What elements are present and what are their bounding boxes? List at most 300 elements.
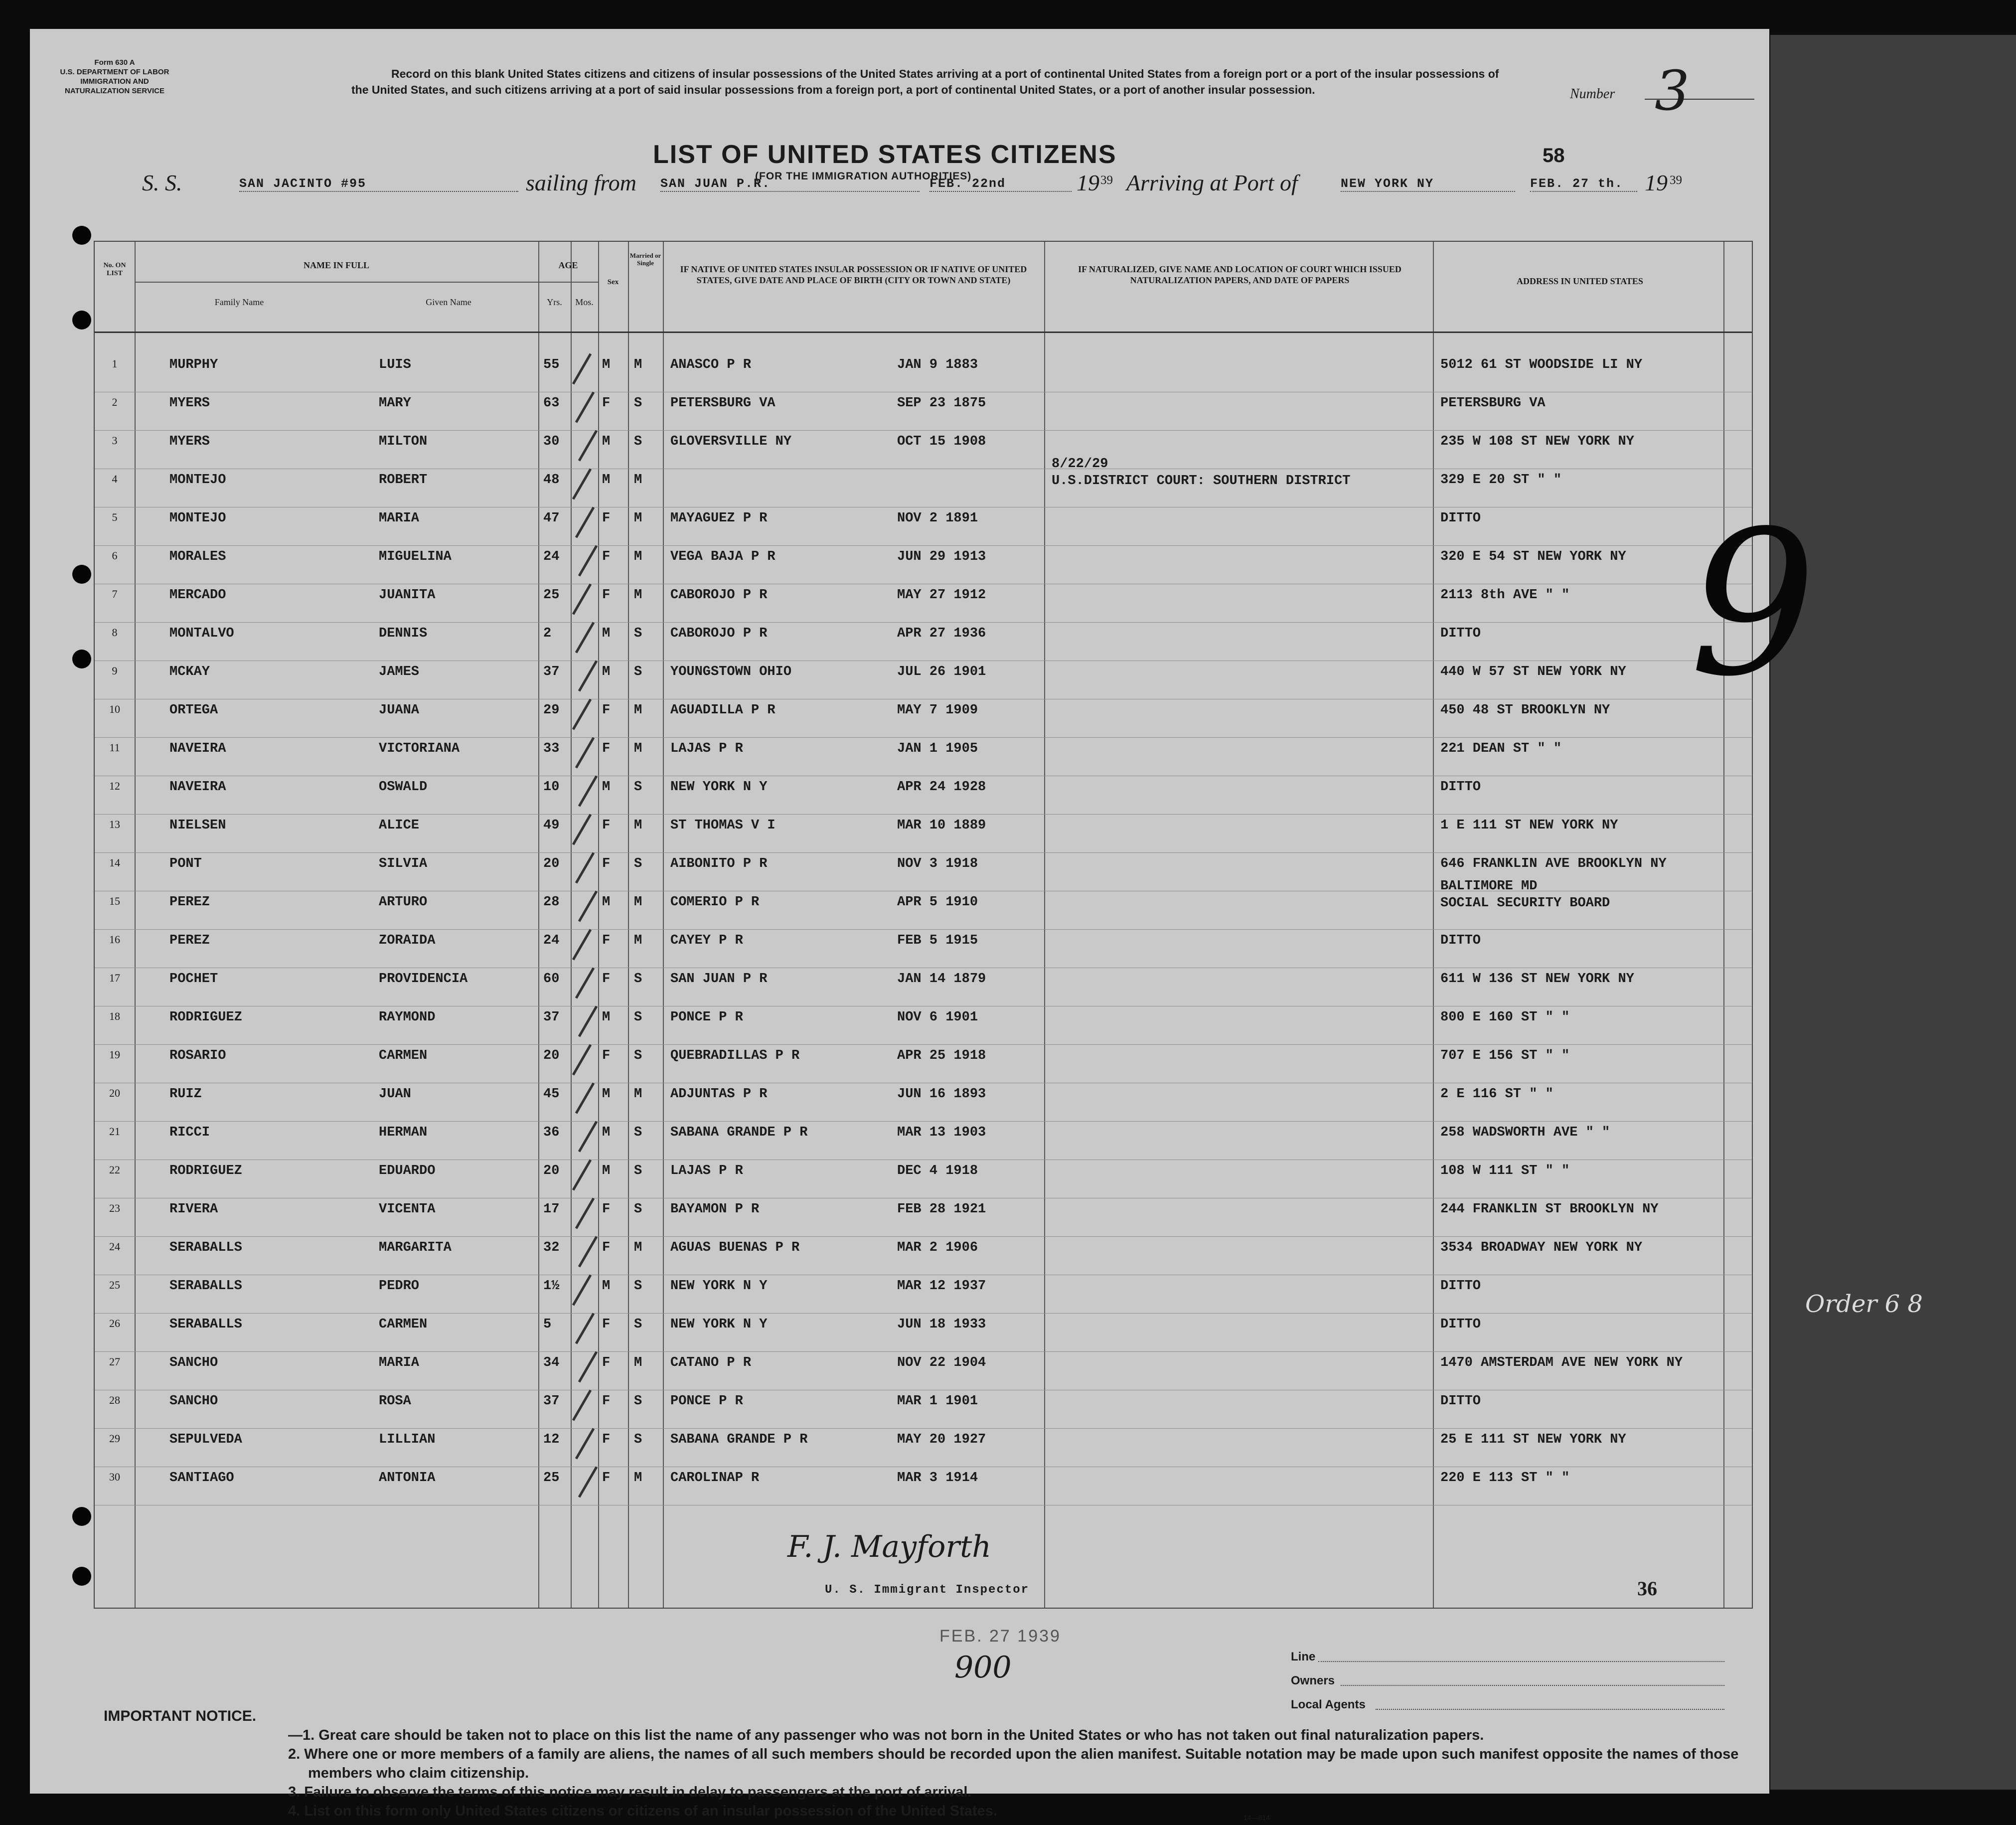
- cell-given: VICENTA: [379, 1202, 436, 1217]
- inspector-title: U. S. Immigrant Inspector: [825, 1583, 1030, 1597]
- cell-family: RODRIGUEZ: [169, 1010, 242, 1025]
- cell-sex: F: [602, 818, 611, 833]
- cell-age: 63: [543, 396, 560, 411]
- cell-age: 48: [543, 473, 560, 488]
- cell-family: PEREZ: [169, 895, 210, 910]
- cell-age: 37: [543, 1394, 560, 1409]
- margin-handwritten-mark: 9: [1690, 489, 1817, 720]
- check-mark: [578, 1005, 598, 1037]
- cell-no: 3: [112, 434, 118, 447]
- cell-ms: M: [634, 703, 642, 718]
- cell-ms: M: [634, 1471, 642, 1486]
- cell-ms: S: [634, 1125, 642, 1140]
- ship-name: SAN JACINTO #95: [239, 176, 518, 192]
- form-instructions: Record on this blank United States citizens and citizens of insular possessions of the United States arriving at a port of continental United States from a foreign port or a port of the insular possessions of the United States, and such citizens arriving at a port of said insular possessions from a foreign port, a port of continental United States, or a port of another insular possession.: [351, 67, 1499, 96]
- cell-address: 450 48 ST BROOKLYN NY: [1440, 703, 1610, 718]
- departure-year: 39: [1100, 173, 1113, 187]
- cell-address: 258 WADSWORTH AVE " ": [1440, 1125, 1610, 1140]
- cell-no: 17: [109, 972, 120, 984]
- cell-ms: S: [634, 1279, 642, 1294]
- cell-no: 23: [109, 1202, 120, 1214]
- cell-no: 14: [109, 856, 120, 869]
- check-mark: [578, 430, 598, 461]
- cell-ms: S: [634, 1432, 642, 1447]
- row-rule: [95, 430, 1752, 431]
- cell-date: APR 27 1936: [897, 626, 986, 641]
- cell-ms: M: [634, 1087, 642, 1102]
- cell-given: RAYMOND: [379, 1010, 436, 1025]
- punch-hole: [72, 565, 91, 584]
- margin-handwritten-note: Order 6 8: [1805, 1290, 1923, 1318]
- notice-heading: IMPORTANT NOTICE.: [104, 1708, 257, 1724]
- cell-date: FEB 5 1915: [897, 933, 978, 948]
- cell-no: 11: [109, 741, 120, 754]
- check-mark: [572, 1389, 592, 1421]
- cell-place: MAYAGUEZ P R: [670, 511, 768, 526]
- owners-blank: [1341, 1685, 1724, 1686]
- cell-place: CAROLINAP R: [670, 1471, 760, 1486]
- cell-place: QUEBRADILLAS P R: [670, 1048, 800, 1063]
- cell-address: 5012 61 ST WOODSIDE LI NY: [1440, 357, 1643, 372]
- cell-sex: M: [602, 1163, 611, 1178]
- cell-no: 9: [112, 664, 118, 677]
- cell-place: NEW YORK N Y: [670, 780, 768, 795]
- cell-address: DITTO: [1440, 626, 1481, 641]
- cell-family: SANCHO: [169, 1355, 218, 1370]
- cell-no: 1: [112, 357, 118, 370]
- check-mark: [575, 1082, 595, 1114]
- punch-hole: [72, 226, 91, 245]
- printer-code: 14—814: [1243, 1814, 1270, 1822]
- cell-place: AGUADILLA P R: [670, 703, 775, 718]
- cell-date: NOV 2 1891: [897, 511, 978, 526]
- cell-age: 37: [543, 664, 560, 679]
- check-mark: [575, 1313, 595, 1344]
- cell-address: PETERSBURG VA: [1440, 396, 1546, 411]
- cell-place: AIBONITO P R: [670, 856, 768, 871]
- cell-ms: S: [634, 856, 642, 871]
- cell-no: 13: [109, 818, 120, 830]
- row-rule: [95, 852, 1752, 853]
- cell-family: ORTEGA: [169, 703, 218, 718]
- cell-no: 30: [109, 1471, 120, 1483]
- cell-place: CABOROJO P R: [670, 626, 768, 641]
- cell-date: APR 25 1918: [897, 1048, 986, 1063]
- cell-age: 17: [543, 1202, 560, 1217]
- header-sex: Sex: [607, 278, 619, 286]
- cell-ms: S: [634, 664, 642, 679]
- cell-family: SANTIAGO: [169, 1471, 234, 1486]
- cell-address: 108 W 111 ST " ": [1440, 1163, 1570, 1178]
- cell-given: ARTURO: [379, 895, 428, 910]
- cell-address: 329 E 20 ST " ": [1440, 473, 1562, 488]
- cell-ms: M: [634, 741, 642, 756]
- cell-place: SAN JUAN P R: [670, 972, 768, 987]
- cell-address: 235 W 108 ST NEW YORK NY: [1440, 434, 1634, 449]
- check-mark: [575, 737, 595, 768]
- cell-date: MAR 13 1903: [897, 1125, 986, 1140]
- cell-sex: M: [602, 473, 611, 488]
- cell-given: JUANA: [379, 703, 420, 718]
- cell-given: MARIA: [379, 511, 420, 526]
- cell-no: 8: [112, 626, 118, 639]
- cell-date: MAR 12 1937: [897, 1279, 986, 1294]
- cell-place: CAYEY P R: [670, 933, 743, 948]
- cell-family: MORALES: [169, 549, 226, 564]
- cell-ms: M: [634, 1355, 642, 1370]
- cell-age: 20: [543, 1048, 560, 1063]
- row-rule: [95, 1121, 1752, 1122]
- cell-age: 24: [543, 549, 560, 564]
- cell-address: DITTO: [1440, 511, 1481, 526]
- important-notice: [104, 1707, 1748, 1821]
- manifest-page: [30, 29, 1769, 1822]
- cell-given: MILTON: [379, 434, 428, 449]
- cell-given: OSWALD: [379, 780, 428, 795]
- check-mark: [572, 929, 592, 960]
- page-title: LIST OF UNITED STATES CITIZENS: [653, 140, 1117, 169]
- check-mark: [572, 1044, 592, 1075]
- cell-date: JUL 26 1901: [897, 664, 986, 679]
- cell-sex: M: [602, 895, 611, 910]
- cell-sex: F: [602, 1432, 611, 1447]
- cell-date: OCT 15 1908: [897, 434, 986, 449]
- cell-address: 3534 BROADWAY NEW YORK NY: [1440, 1240, 1643, 1255]
- punch-hole: [72, 311, 91, 330]
- cell-no: 25: [109, 1279, 120, 1291]
- cell-sex: M: [602, 357, 611, 372]
- check-mark: [575, 391, 595, 423]
- check-mark: [578, 1466, 598, 1497]
- row-rule: [95, 1428, 1752, 1429]
- cell-family: MURPHY: [169, 357, 218, 372]
- cell-sex: F: [602, 933, 611, 948]
- cell-place: AGUAS BUENAS P R: [670, 1240, 800, 1255]
- cell-family: RICCI: [169, 1125, 210, 1140]
- cell-ms: M: [634, 357, 642, 372]
- cell-sex: F: [602, 1317, 611, 1332]
- cell-address: 707 E 156 ST " ": [1440, 1048, 1570, 1063]
- header-yrs: Yrs.: [547, 297, 562, 307]
- notice-item-4: 4. List on this form only United States citizens or citizens of an insular possession of the United States.: [288, 1803, 997, 1819]
- cell-ms: M: [634, 933, 642, 948]
- cell-no: 22: [109, 1163, 120, 1176]
- cell-no: 15: [109, 895, 120, 907]
- header-family-name: Family Name: [214, 297, 264, 307]
- cell-family: MYERS: [169, 434, 210, 449]
- cell-age: 60: [543, 972, 560, 987]
- cell-no: 4: [112, 473, 118, 485]
- cell-given: MARY: [379, 396, 411, 411]
- cell-given: CARMEN: [379, 1317, 428, 1332]
- row-rule: [95, 1236, 1752, 1237]
- cell-given: PROVIDENCIA: [379, 972, 468, 987]
- cell-given: DENNIS: [379, 626, 428, 641]
- cell-age: 34: [543, 1355, 560, 1370]
- header-name-in-full: NAME IN FULL: [303, 260, 369, 270]
- cell-address: DITTO: [1440, 1279, 1481, 1294]
- cell-given: ROSA: [379, 1394, 411, 1409]
- number-label: Number: [1570, 86, 1615, 102]
- cell-age: 49: [543, 818, 560, 833]
- check-mark: [572, 583, 592, 615]
- cell-family: MONTEJO: [169, 473, 226, 488]
- cell-age: 1½: [543, 1279, 560, 1294]
- cell-date: JAN 14 1879: [897, 972, 986, 987]
- cell-given: JUANITA: [379, 588, 436, 603]
- check-mark: [575, 967, 595, 998]
- cell-ms: M: [634, 818, 642, 833]
- cell-place: LAJAS P R: [670, 1163, 743, 1178]
- arrival-stamp: FEB. 27 1939: [939, 1627, 1061, 1646]
- cell-no: 21: [109, 1125, 120, 1138]
- cell-ms: S: [634, 1202, 642, 1217]
- cell-place: SABANA GRANDE P R: [670, 1125, 808, 1140]
- check-mark: [572, 1159, 592, 1190]
- cell-no: 29: [109, 1432, 120, 1445]
- check-mark: [578, 1351, 598, 1382]
- cell-sex: F: [602, 1202, 611, 1217]
- inspector-signature: F. J. Mayforth: [787, 1529, 991, 1564]
- cell-ms: M: [634, 511, 642, 526]
- cell-family: ROSARIO: [169, 1048, 226, 1063]
- department: U.S. DEPARTMENT OF LABOR: [60, 68, 169, 76]
- number-value: 3: [1655, 59, 1690, 123]
- cell-sex: F: [602, 856, 611, 871]
- cell-age: 32: [543, 1240, 560, 1255]
- service-line-1: IMMIGRATION AND: [80, 77, 149, 86]
- check-mark: [578, 1121, 598, 1152]
- cell-sex: M: [602, 1087, 611, 1102]
- cell-date: JUN 16 1893: [897, 1087, 986, 1102]
- check-mark: [575, 852, 595, 883]
- cell-no: 19: [109, 1048, 120, 1061]
- cell-place: PONCE P R: [670, 1010, 743, 1025]
- cell-family: PONT: [169, 856, 202, 871]
- check-mark: [578, 775, 598, 807]
- cell-family: MERCADO: [169, 588, 226, 603]
- cell-family: SERABALLS: [169, 1279, 242, 1294]
- cell-date: MAY 7 1909: [897, 703, 978, 718]
- cell-family: SERABALLS: [169, 1240, 242, 1255]
- cell-place: PETERSBURG VA: [670, 396, 775, 411]
- check-mark: [575, 622, 595, 653]
- header-age: AGE: [558, 260, 578, 270]
- cell-address: BALTIMORE MD SOCIAL SECURITY BOARD: [1440, 879, 1610, 911]
- cell-family: NAVEIRA: [169, 741, 226, 756]
- cell-family: POCHET: [169, 972, 218, 987]
- cell-place: NEW YORK N Y: [670, 1317, 768, 1332]
- cell-family: SEPULVEDA: [169, 1432, 242, 1447]
- cell-age: 55: [543, 357, 560, 372]
- cell-sex: F: [602, 1048, 611, 1063]
- check-mark: [572, 1274, 592, 1306]
- cell-ms: M: [634, 895, 642, 910]
- cell-given: MARIA: [379, 1355, 420, 1370]
- cell-place: LAJAS P R: [670, 741, 743, 756]
- cell-family: MYERS: [169, 396, 210, 411]
- check-mark: [578, 1236, 598, 1267]
- cell-age: 28: [543, 895, 560, 910]
- cell-no: 18: [109, 1010, 120, 1022]
- cell-date: APR 24 1928: [897, 780, 986, 795]
- cell-ms: S: [634, 434, 642, 449]
- cell-ms: S: [634, 780, 642, 795]
- cell-family: MONTALVO: [169, 626, 234, 641]
- cell-no: 27: [109, 1355, 120, 1368]
- cell-age: 36: [543, 1125, 560, 1140]
- cell-sex: F: [602, 588, 611, 603]
- cell-no: 28: [109, 1394, 120, 1406]
- cell-family: NAVEIRA: [169, 780, 226, 795]
- cell-no: 5: [112, 511, 118, 523]
- cell-place: PONCE P R: [670, 1394, 743, 1409]
- arriving-label: Arriving at Port of: [1126, 170, 1298, 195]
- cell-given: LUIS: [379, 357, 411, 372]
- cell-sex: M: [602, 434, 611, 449]
- cell-ms: S: [634, 1048, 642, 1063]
- row-rule: [95, 1313, 1752, 1314]
- cell-place: GLOVERSVILLE NY: [670, 434, 792, 449]
- notice-item-1: —1. Great care should be taken not to place on this list the name of any passenger who was not born in the United States or who has not taken out final naturalization papers.: [288, 1727, 1484, 1743]
- row-rule: [95, 1044, 1752, 1045]
- cell-age: 10: [543, 780, 560, 795]
- cell-ms: M: [634, 588, 642, 603]
- row-rule: [95, 622, 1752, 623]
- cell-given: MIGUELINA: [379, 549, 452, 564]
- owners-label: Owners: [1291, 1674, 1335, 1687]
- cell-address: 220 E 113 ST " ": [1440, 1471, 1570, 1486]
- cell-family: RIVERA: [169, 1202, 218, 1217]
- cell-date: DEC 4 1918: [897, 1163, 978, 1178]
- check-mark: [578, 660, 598, 691]
- cell-given: CARMEN: [379, 1048, 428, 1063]
- cell-address: 646 FRANKLIN AVE BROOKLYN NY: [1440, 856, 1667, 871]
- check-mark: [575, 1197, 595, 1229]
- cell-date: NOV 6 1901: [897, 1010, 978, 1025]
- cell-ms: M: [634, 549, 642, 564]
- line-label: Line: [1291, 1650, 1316, 1663]
- cell-place: COMERIO P R: [670, 895, 760, 910]
- cell-no: 24: [109, 1240, 120, 1253]
- cell-age: 30: [543, 434, 560, 449]
- cell-nat: 8/22/29 U.S.DISTRICT COURT: SOUTHERN DISTRICT: [1052, 457, 1351, 489]
- cell-date: MAR 1 1901: [897, 1394, 978, 1409]
- check-mark: [572, 814, 592, 845]
- cell-age: 47: [543, 511, 560, 526]
- cell-sex: M: [602, 1010, 611, 1025]
- cell-no: 26: [109, 1317, 120, 1329]
- row-rule: [95, 737, 1752, 738]
- cell-date: FEB 28 1921: [897, 1202, 986, 1217]
- cell-place: ADJUNTAS P R: [670, 1087, 768, 1102]
- cell-age: 25: [543, 1471, 560, 1486]
- header-address: ADDRESS IN UNITED STATES: [1517, 276, 1643, 286]
- cell-address: 800 E 160 ST " ": [1440, 1010, 1570, 1025]
- cell-date: SEP 23 1875: [897, 396, 986, 411]
- cell-family: MCKAY: [169, 664, 210, 679]
- cell-sex: M: [602, 1279, 611, 1294]
- cell-place: BAYAMON P R: [670, 1202, 760, 1217]
- cell-place: ANASCO P R: [670, 357, 752, 372]
- cell-family: NIELSEN: [169, 818, 226, 833]
- notice-item-2: 2. Where one or more members of a family are aliens, the names of all such members should be recorded upon the alien manifest. Suitable notation may be made upon such manifest opposite the names of those members who claim citizenship.: [288, 1746, 1739, 1781]
- cell-date: NOV 3 1918: [897, 856, 978, 871]
- cell-sex: M: [602, 780, 611, 795]
- cell-sex: F: [602, 549, 611, 564]
- scan-dark-margin: [1770, 35, 2016, 1790]
- header-naturalized: IF NATURALIZED, GIVE NAME AND LOCATION OF COURT WHICH ISSUED NATURALIZATION PAPERS, AND DATE OF PAPERS: [1078, 264, 1401, 285]
- cell-ms: S: [634, 1317, 642, 1332]
- cell-age: 5: [543, 1317, 552, 1332]
- header-mos: Mos.: [575, 297, 594, 307]
- cell-date: JAN 9 1883: [897, 357, 978, 372]
- cell-ms: S: [634, 1163, 642, 1178]
- cell-sex: F: [602, 1240, 611, 1255]
- arrival-date: FEB. 27 th.: [1530, 176, 1637, 192]
- cell-address: 2 E 116 ST " ": [1440, 1087, 1553, 1102]
- cell-given: JUAN: [379, 1087, 411, 1102]
- cell-age: 29: [543, 703, 560, 718]
- check-mark: [578, 545, 598, 576]
- form-identifier: [57, 58, 172, 96]
- cell-address: 2113 8th AVE " ": [1440, 588, 1570, 603]
- sheet-count: 36: [1637, 1577, 1657, 1600]
- cell-place: YOUNGSTOWN OHIO: [670, 664, 792, 679]
- arrival-year-prefix: 19: [1645, 170, 1668, 195]
- departure-date: FEB. 22nd: [930, 176, 1072, 192]
- local-agents-label: Local Agents: [1291, 1698, 1366, 1711]
- header-birth: IF NATIVE OF UNITED STATES INSULAR POSSESSION OR IF NATIVE OF UNITED STATES, GIVE DATE AND PLACE OF BIRTH (CITY OR TOWN AND STATE): [680, 264, 1027, 285]
- cell-given: VICTORIANA: [379, 741, 460, 756]
- cell-age: 45: [543, 1087, 560, 1102]
- cell-given: ANTONIA: [379, 1471, 436, 1486]
- check-mark: [575, 506, 595, 538]
- cell-no: 16: [109, 933, 120, 946]
- check-mark: [578, 890, 598, 922]
- cell-sex: F: [602, 396, 611, 411]
- header-no: No. ON LIST: [103, 262, 126, 277]
- cell-address: DITTO: [1440, 1317, 1481, 1332]
- cell-given: ROBERT: [379, 473, 428, 488]
- arrival-port: NEW YORK NY: [1341, 176, 1515, 192]
- row-rule: [95, 929, 1752, 930]
- cell-sex: F: [602, 741, 611, 756]
- ss-label: S. S.: [142, 170, 182, 195]
- cell-given: JAMES: [379, 664, 420, 679]
- row-rule: [95, 545, 1752, 546]
- cell-address: 1 E 111 ST NEW YORK NY: [1440, 818, 1618, 833]
- header-given-name: Given Name: [426, 297, 471, 307]
- row-rule: [95, 814, 1752, 815]
- cell-family: SERABALLS: [169, 1317, 242, 1332]
- punch-hole: [72, 650, 91, 668]
- cell-place: CATANO P R: [670, 1355, 752, 1370]
- cell-given: PEDRO: [379, 1279, 420, 1294]
- cell-no: 6: [112, 549, 118, 562]
- cell-date: JAN 1 1905: [897, 741, 978, 756]
- cell-age: 37: [543, 1010, 560, 1025]
- cell-date: MAR 3 1914: [897, 1471, 978, 1486]
- cell-given: LILLIAN: [379, 1432, 436, 1447]
- cell-age: 33: [543, 741, 560, 756]
- cell-date: NOV 22 1904: [897, 1355, 986, 1370]
- cell-date: JUN 18 1933: [897, 1317, 986, 1332]
- cell-date: MAY 20 1927: [897, 1432, 986, 1447]
- page-subtitle: (FOR THE IMMIGRATION AUTHORITIES): [755, 170, 972, 182]
- cell-no: 20: [109, 1087, 120, 1099]
- cell-family: PEREZ: [169, 933, 210, 948]
